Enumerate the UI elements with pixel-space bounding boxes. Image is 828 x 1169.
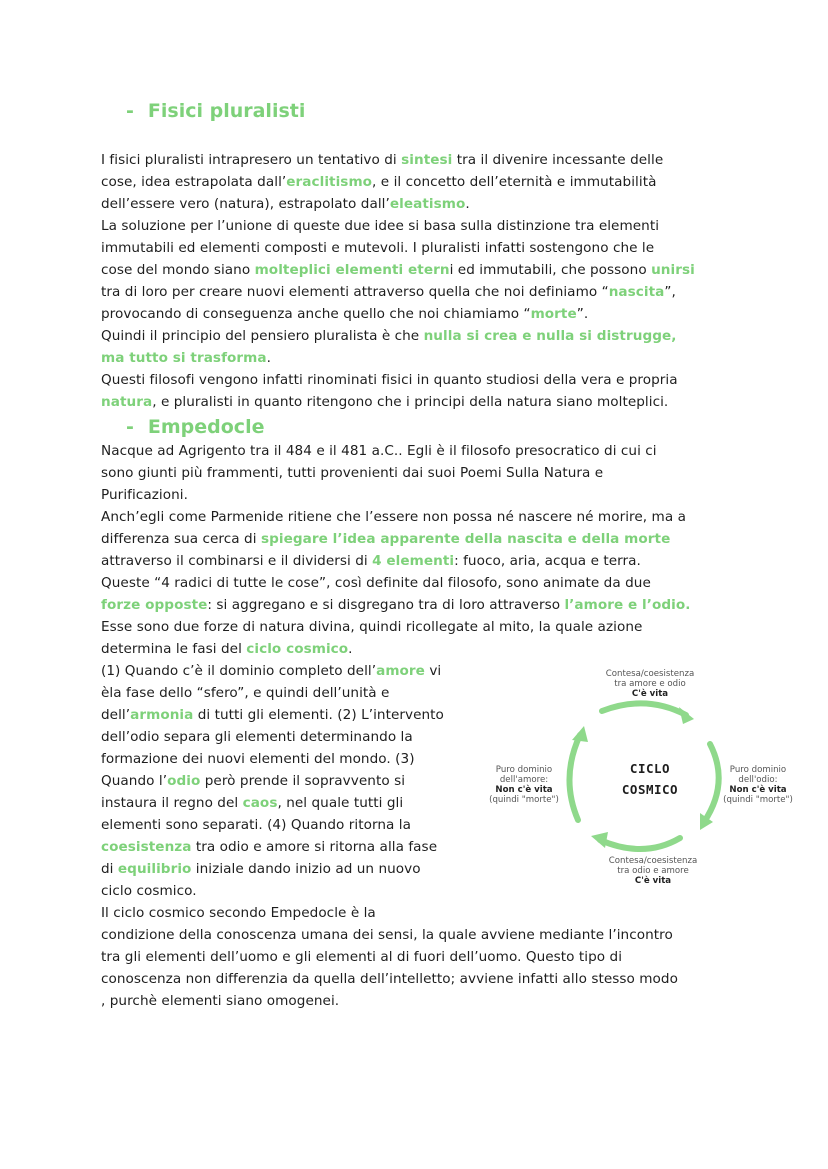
- text-run: , e il concetto dell’eternità e immutabilità: [372, 174, 657, 190]
- highlighted-term: forze opposte: [101, 597, 208, 613]
- arrowhead-left: [572, 726, 588, 742]
- arrowhead-top: [679, 707, 694, 724]
- text-line: [101, 325, 695, 347]
- text-line: [101, 902, 690, 924]
- highlighted-term: nulla si crea e nulla si distrugge,: [423, 328, 677, 344]
- text-line: [101, 990, 690, 1012]
- text-line: [101, 484, 690, 506]
- text-run: Nacque ad Agrigento tra il 484 e il 481 a.C.. Egli è il filosofo presocratico di cui ci: [101, 443, 657, 459]
- highlighted-term: nascita: [608, 284, 665, 300]
- label-left-line2: dell'amore:: [499, 775, 549, 785]
- label-left-line1: Puro dominio: [495, 765, 553, 775]
- label-right-line2: dell'odio:: [738, 775, 778, 785]
- text-line: [101, 259, 695, 281]
- highlighted-term: caos: [242, 795, 278, 811]
- label-left-line3: Non c'è vita: [495, 785, 553, 795]
- heading-title: Fisici pluralisti: [147, 100, 306, 122]
- text-line: [101, 391, 695, 413]
- section-heading-fisici-pluralisti: [126, 100, 305, 122]
- text-line: [101, 149, 695, 171]
- text-run: ”,: [664, 284, 676, 300]
- text-run: Il ciclo cosmico secondo Empedocle è la: [101, 905, 376, 921]
- highlighted-term: coesistenza: [101, 839, 192, 855]
- text-run: Questi filosofi vengono infatti rinominati fisici in quanto studiosi della vera e propria: [101, 372, 678, 388]
- arrowhead-bottom: [591, 832, 608, 848]
- text-line: [101, 506, 690, 528]
- text-run: ”.: [576, 306, 589, 322]
- text-run: iniziale dando inizio ad un nuovo: [191, 861, 421, 877]
- section-heading-empedocle: [126, 416, 264, 438]
- text-run: tra odio e amore si ritorna alla fase: [191, 839, 438, 855]
- text-line: [101, 237, 695, 259]
- text-run: , purchè elementi siano omogenei.: [101, 993, 340, 1009]
- label-left: [482, 765, 566, 805]
- highlighted-term: l’amore e l’odio.: [564, 597, 691, 613]
- text-line: [101, 215, 695, 237]
- label-right-line3: Non c'è vita: [729, 785, 787, 795]
- highlighted-term: morte: [530, 306, 577, 322]
- text-run: Quando l’: [101, 773, 168, 789]
- label-right-line1: Puro dominio: [729, 765, 787, 775]
- text-run: formazione dei nuovi elementi del mondo. (3): [101, 751, 415, 767]
- text-run: .: [266, 350, 271, 366]
- text-run: (1) Quando c’è il dominio completo dell’: [101, 663, 377, 679]
- highlighted-term: armonia: [130, 707, 194, 723]
- text-run: tra il divenire incessante delle: [452, 152, 664, 168]
- text-run: : fuoco, aria, acqua e terra.: [454, 553, 641, 569]
- text-run: èla fase dello “sfero”, e quindi dell’unità e: [101, 685, 390, 701]
- center-title-line1: CICLO: [629, 761, 671, 776]
- text-line: [101, 616, 690, 638]
- heading-dash: -: [126, 100, 134, 122]
- text-run: cose del mondo siano: [101, 262, 255, 278]
- label-bottom-line1: Contesa/coesistenza: [608, 856, 698, 866]
- highlighted-term: spiegare l’idea apparente della nascita e della morte: [260, 531, 671, 547]
- text-line: [101, 303, 695, 325]
- text-run: condizione della conoscenza umana dei sensi, la quale avviene mediante l’incontro: [101, 927, 673, 943]
- text-line: [101, 550, 690, 572]
- highlighted-term: sintesi: [401, 152, 453, 168]
- text-run: differenza sua cerca di: [101, 531, 261, 547]
- text-run: , nel quale tutti gli: [277, 795, 404, 811]
- label-bottom-line3: C'è vita: [634, 876, 672, 886]
- text-run: vi: [424, 663, 442, 679]
- text-run: .: [348, 641, 353, 657]
- label-top: [585, 669, 715, 699]
- highlighted-term: eraclitismo: [286, 174, 373, 190]
- text-line: [101, 347, 695, 369]
- text-run: conoscenza non differenzia da quella dell’intelletto; avviene infatti allo stesso modo: [101, 971, 678, 987]
- text-run: Anch’egli come Parmenide ritiene che l’essere non possa né nascere né morire, ma a: [101, 509, 686, 525]
- label-right: [716, 765, 800, 805]
- text-run: I fisici pluralisti intrapresero un tentativo di: [101, 152, 402, 168]
- text-run: provocando di conseguenza anche quello che noi chiamiamo “: [101, 306, 531, 322]
- text-line: [101, 462, 690, 484]
- arrow-left: [569, 735, 580, 820]
- arrow-top: [602, 703, 686, 715]
- text-line: [101, 369, 695, 391]
- text-run: : si aggregano e si disgregano tra di loro attraverso: [207, 597, 565, 613]
- text-run: di: [101, 861, 118, 877]
- label-bottom-line2: tra odio e amore: [617, 866, 689, 876]
- text-run: i ed immutabili, che possono: [449, 262, 652, 278]
- text-run: immutabili ed elementi composti e mutevoli. I pluralisti infatti sostengono che le: [101, 240, 655, 256]
- text-run: tra gli elementi dell’uomo e gli elementi al di fuori dell’uomo. Questo tipo di: [101, 949, 623, 965]
- highlighted-term: unirsi: [651, 262, 695, 278]
- highlighted-term: amore: [376, 663, 425, 679]
- highlighted-term: ciclo cosmico: [246, 641, 349, 657]
- label-top-line3: C'è vita: [631, 689, 669, 699]
- heading-title: Empedocle: [147, 416, 265, 438]
- label-right-line4: (quindi "morte"): [723, 795, 793, 805]
- text-run: cose, idea estrapolata dall’: [101, 174, 287, 190]
- highlighted-term: molteplici elementi etern: [254, 262, 450, 278]
- highlighted-term: 4 elementi: [372, 553, 455, 569]
- text-run: sono giunti più frammenti, tutti provenienti dai suoi Poemi Sulla Natura e: [101, 465, 604, 481]
- text-line: [101, 193, 695, 215]
- label-left-line4: (quindi "morte"): [489, 795, 559, 805]
- text-run: Queste “4 radici di tutte le cose”, così definite dal filosofo, sono animate da due: [101, 575, 651, 591]
- text-run: La soluzione per l’unione di queste due idee si basa sulla distinzione tra elementi: [101, 218, 660, 234]
- text-line: [101, 594, 690, 616]
- cosmic-cycle-diagram: [480, 660, 800, 890]
- text-line: [101, 946, 690, 968]
- label-bottom: [588, 856, 718, 886]
- arrow-bottom: [600, 838, 680, 849]
- text-run: instaura il regno del: [101, 795, 243, 811]
- text-run: dell’essere vero (natura), estrapolato dall’: [101, 196, 390, 212]
- heading-dash: -: [126, 416, 134, 438]
- text-run: attraverso il combinarsi e il dividersi di: [101, 553, 373, 569]
- text-line: [101, 528, 690, 550]
- text-run: .: [465, 196, 470, 212]
- paragraph-fisici-pluralisti: [101, 149, 695, 413]
- text-run: tra di loro per creare nuovi elementi attraverso quella che noi definiamo “: [101, 284, 609, 300]
- text-run: ciclo cosmico.: [101, 883, 197, 899]
- highlighted-term: natura: [101, 394, 153, 410]
- text-run: elementi sono separati. (4) Quando ritorna la: [101, 817, 411, 833]
- text-run: Purificazioni.: [101, 487, 188, 503]
- label-top-line1: Contesa/coesistenza: [605, 669, 695, 679]
- text-run: dell’: [101, 707, 131, 723]
- text-line: [101, 638, 690, 660]
- text-run: di tutti gli elementi. (2) L’intervento: [193, 707, 444, 723]
- text-run: , e pluralisti in quanto ritengono che i principi della natura siano molteplici.: [152, 394, 669, 410]
- text-line: [101, 440, 690, 462]
- text-line: [101, 924, 690, 946]
- center-title-line2: COSMICO: [621, 782, 679, 797]
- text-line: [101, 968, 690, 990]
- text-line: [101, 281, 695, 303]
- label-top-line2: tra amore e odio: [614, 679, 686, 689]
- text-run: Quindi il principio del pensiero pluralista è che: [101, 328, 424, 344]
- highlighted-term: ma tutto si trasforma: [101, 350, 267, 366]
- text-run: Esse sono due forze di natura divina, quindi ricollegate al mito, la quale azione: [101, 619, 643, 635]
- highlighted-term: odio: [167, 773, 201, 789]
- text-run: determina le fasi del: [101, 641, 247, 657]
- text-run: dell’odio separa gli elementi determinando la: [101, 729, 413, 745]
- cycle-center-title: [595, 758, 705, 800]
- text-line: [101, 572, 690, 594]
- text-line: [101, 171, 695, 193]
- text-run: però prende il sopravvento si: [200, 773, 406, 789]
- highlighted-term: eleatismo: [389, 196, 466, 212]
- highlighted-term: equilibrio: [117, 861, 192, 877]
